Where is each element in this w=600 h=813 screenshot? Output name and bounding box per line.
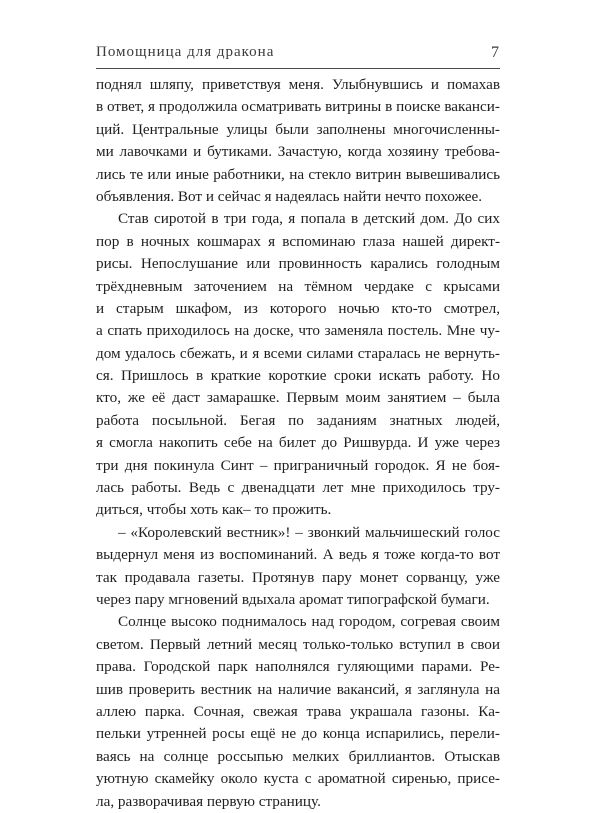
text-line: диться, чтобы хоть как– то прожить. [96, 501, 332, 519]
text-line: ций. Центральные улицы были заполнены многочисленны- [96, 120, 500, 138]
running-header [96, 34, 500, 69]
page-number: 7 [491, 44, 500, 61]
text-line: лись те или иные работники, на стекло витрин вывешивались [96, 165, 500, 183]
text-line: через пару мгновений вдыхала аромат типографской бумаги. [96, 590, 490, 608]
text-line: ми лавочками и бутиками. Зачастую, когда хозяину требова- [96, 143, 500, 161]
text-line: работа посыльной. Бегая по заданиям знатных людей, [96, 411, 500, 429]
paragraph-2 [96, 208, 500, 521]
text-line: дом удалось сбежать, и я всеми силами старалась не вернуть- [96, 344, 500, 362]
text-line: уютную скамейку около куста с ароматной сиренью, присе- [96, 770, 500, 788]
text-line: пор в ночных кошмарах я вспоминаю глаза нашей директ- [96, 232, 500, 250]
text-line: а спать приходилось на доске, что заменяла постель. Мне чу- [96, 322, 500, 340]
text-line: выдернул меня из воспоминаний. А ведь я тоже когда-то вот [96, 546, 500, 564]
text-line: лась работы. Ведь с двенадцати лет мне приходилось тру- [96, 479, 500, 497]
text-line: Солнце высоко поднималось над городом, согревая своим [118, 613, 500, 631]
text-line: трёхдневным заточением на тёмном чердаке с крысами [96, 277, 500, 295]
paragraph-1 [96, 74, 500, 208]
text-line: – «Королевский вестник»! – звонкий мальчишеский голос [118, 523, 500, 541]
book-title: Помощница для дракона [96, 44, 275, 60]
text-line: поднял шляпу, приветствуя меня. Улыбнувшись и помахав [96, 76, 500, 93]
paragraph-3 [96, 522, 500, 612]
text-line: ла, разворачивая первую страницу. [96, 792, 321, 810]
text-line: рисы. Непослушание или провинность карались голодным [96, 255, 500, 273]
page-body [96, 74, 500, 813]
text-line: три дня покинула Синт – приграничный городок. Я не боя- [96, 456, 500, 474]
text-line: ся. Пришлось в краткие короткие сроки искать работу. Но [96, 367, 500, 385]
text-line: и старым шкафом, из которого ночью кто-то смотрел, [96, 299, 500, 317]
text-line: так продавала газеты. Протянув пару монет сорванцу, уже [96, 568, 500, 586]
text-line: права. Городской парк наполнялся гуляющими парами. Ре- [96, 658, 500, 676]
text-line: пельки утренней росы ещё не до конца испарились, перели- [96, 725, 500, 743]
text-line: шив проверить вестник на наличие вакансий, я заглянула на [96, 680, 500, 698]
text-line: ваясь на солнце россыпью мелких бриллиантов. Отыскав [96, 747, 500, 765]
paragraph-4 [96, 611, 500, 813]
text-line: в ответ, я продолжила осматривать витрины в поиске ваканси- [96, 98, 500, 116]
text-line: кто, же её даст замарашке. Первым моим занятием – была [96, 389, 500, 407]
text-line: светом. Первый летний месяц только-только вступил в свои [96, 635, 500, 653]
text-line: объявления. Вот и сейчас я надеялась найти нечто похожее. [96, 187, 483, 205]
text-line: я смогла накопить себе на билет до Ришвурда. И уже через [96, 434, 500, 452]
text-line: Став сиротой в три года, я попала в детский дом. До сих [118, 210, 500, 228]
text-line: аллею парка. Сочная, свежая трава украшала газоны. Ка- [96, 702, 500, 720]
